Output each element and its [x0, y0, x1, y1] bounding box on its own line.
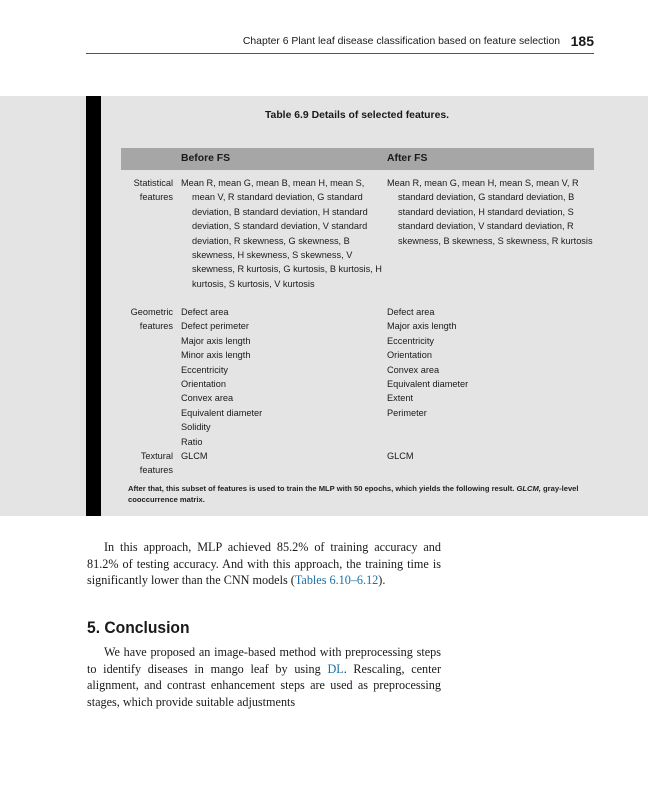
before-fs-list [181, 305, 375, 449]
list-item: Ratio [181, 436, 203, 447]
list-item: Equivalent diameter [387, 379, 469, 390]
row-category: Textural features [139, 451, 173, 476]
paragraph-text: ). [378, 573, 386, 587]
paragraph-text: In this approach, MLP achieved 85.2% of training accuracy and 81.2% of testing accuracy. And with this approach, the training time is significantly lower than the CNN models ( [87, 540, 441, 587]
list-item: Major axis length [181, 335, 251, 346]
table-footnote [128, 483, 588, 505]
list-item: Orientation [387, 350, 432, 361]
list-item: Defect area [387, 307, 435, 317]
footnote-definition: gray-level cooccurrence matrix. [128, 484, 579, 504]
footnote-abbreviation: GLCM, [516, 484, 541, 493]
abbreviation-link-dl[interactable]: DL [327, 661, 344, 676]
list-item: Perimeter [387, 407, 427, 418]
table-side-bar [86, 96, 101, 516]
list-item: Minor axis length [181, 350, 251, 361]
list-item: Major axis length [387, 321, 457, 332]
list-item: Orientation [181, 379, 226, 390]
running-header [86, 33, 594, 54]
list-item: Convex area [181, 393, 234, 404]
table-caption: Table 6.9 Details of selected features. [264, 110, 450, 121]
list-item: Extent [387, 393, 414, 404]
before-fs-cell: GLCM [181, 451, 208, 461]
list-item: Eccentricity [387, 335, 434, 346]
row-category: Geometric features [130, 307, 173, 332]
list-item: Convex area [387, 364, 440, 375]
chapter-title: Chapter 6 Plant leaf disease classification based on feature selection [242, 36, 560, 47]
after-fs-cell: GLCM [387, 451, 414, 461]
paragraph-text: . Rescaling, center alignment, and contrast enhancement steps are used as preprocessing stages, which provide suitable adjustments [87, 661, 442, 709]
row-category: Statistical features [133, 178, 173, 203]
table-panel-bleed [0, 96, 86, 516]
page-number: 185 [570, 33, 594, 49]
list-item: Equivalent diameter [181, 407, 263, 418]
list-item: Eccentricity [181, 364, 228, 375]
after-fs-list [387, 305, 593, 420]
column-header-before-fs: Before FS [181, 153, 231, 164]
body-paragraph-results [87, 539, 441, 589]
list-item: Defect area [181, 307, 229, 317]
body-paragraph-conclusion [87, 644, 441, 710]
section-heading-conclusion: 5. Conclusion [87, 618, 190, 637]
list-item: Defect perimeter [181, 321, 249, 332]
after-fs-cell: Mean R, mean G, mean H, mean S, mean V, R standard deviation, G standard deviation, B standard deviation, H standard deviation, S standard deviation, V standard deviation, R skewness, B skewness, S skewness, R kurtosis [387, 178, 593, 246]
column-header-after-fs: After FS [387, 153, 428, 164]
footnote-text: After that, this subset of features is used to train the MLP with 50 epochs, which yields the following result. [128, 484, 517, 493]
table-reference-link[interactable]: Tables 6.10–6.12 [294, 573, 379, 587]
paragraph-text: We have proposed an image-based method with preprocessing steps to identify diseases in mango leaf by using [87, 645, 441, 676]
table-header-row [121, 148, 594, 170]
before-fs-cell: Mean R, mean G, mean B, mean H, mean S, mean V, R standard deviation, G standard deviation, B standard deviation, H standard deviation, S standard deviation, V standard deviation, R skewness, G skewness, B skewness, H skewness, S skewness, V skewness, R kurtosis, G kurtosis, B kurtosis, H kurtosis, S kurtosis, V kurtosis [181, 178, 382, 289]
list-item: Solidity [181, 422, 211, 433]
